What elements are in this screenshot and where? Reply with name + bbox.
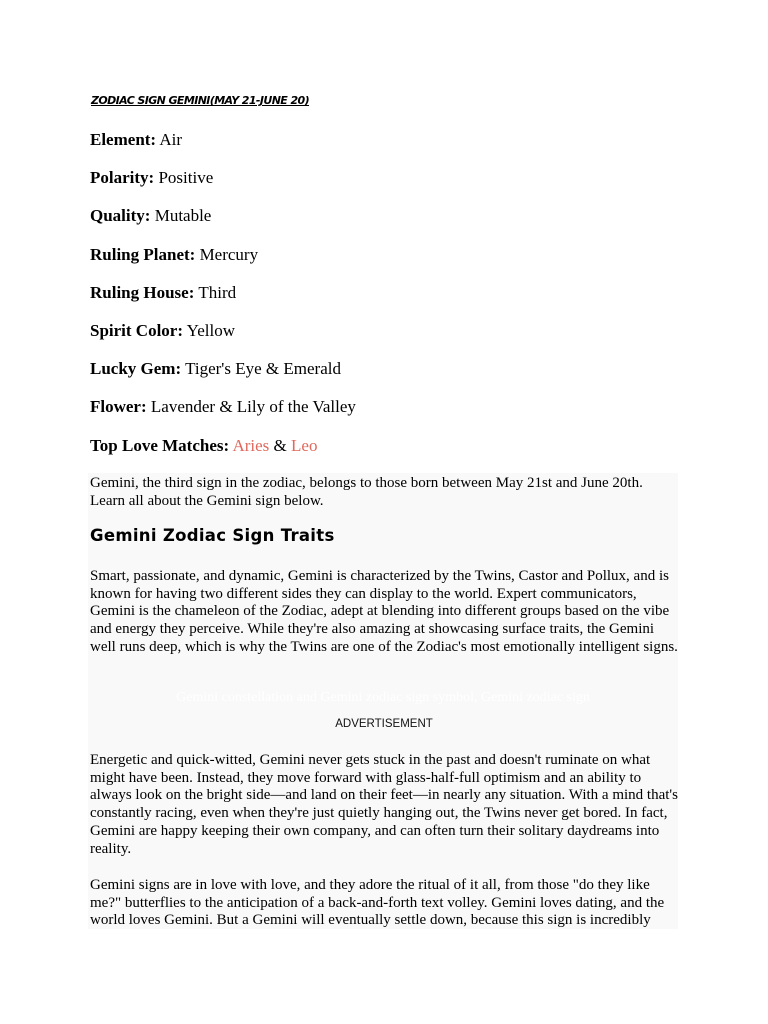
article-body <box>88 473 678 929</box>
section-heading: Gemini Zodiac Sign Traits <box>90 526 335 545</box>
article-paragraph: Gemini signs are in love with love, and they adore the ritual of it all, from those "do they like me?" butterflies to the anticipation of a back-and-forth text volley. Gemini loves dating, and the world loves Gemini. But a Gemini will eventually settle down, because this sign is incredibly <box>90 877 665 929</box>
fact-label: Ruling House: <box>90 282 195 302</box>
fact-value: Mutable <box>154 206 212 226</box>
fact-spirit-color <box>90 319 690 357</box>
zodiac-facts-list <box>90 128 690 472</box>
fact-polarity <box>90 166 690 204</box>
article-intro: Gemini, the third sign in the zodiac, belongs to those born between May 21st and June 20th. Learn all about the Gemini sign below. <box>90 475 643 509</box>
fact-value: Third <box>198 282 237 302</box>
fact-ruling-house <box>90 281 690 319</box>
love-match-link-aries[interactable]: Aries <box>232 435 270 455</box>
fact-element <box>90 128 690 166</box>
fact-value: Air <box>159 130 183 149</box>
love-match-separator: & <box>273 435 287 455</box>
fact-label: Ruling Planet: <box>90 244 196 264</box>
fact-top-love-matches <box>90 434 690 472</box>
fact-quality <box>90 204 690 242</box>
fact-label: Lucky Gem: <box>90 359 182 379</box>
fact-label: Top Love Matches: <box>90 435 230 455</box>
document-title: ZODIAC SIGN GEMINI(MAY 21-JUNE 20) <box>91 94 309 107</box>
image-caption: Gemini constellation and Gemini zodiac sign symbol, Gemini zodiac sign <box>176 690 590 705</box>
fact-value: Yellow <box>186 320 235 340</box>
fact-label: Element: <box>90 130 157 149</box>
love-match-link-leo[interactable]: Leo <box>291 435 318 455</box>
fact-value: Lavender & Lily of the Valley <box>150 397 356 417</box>
fact-label: Spirit Color: <box>90 320 184 340</box>
fact-lucky-gem <box>90 357 690 395</box>
fact-label: Polarity: <box>90 168 155 188</box>
fact-label: Flower: <box>90 397 147 417</box>
fact-value: Positive <box>158 168 214 188</box>
article-paragraph: Smart, passionate, and dynamic, Gemini is characterized by the Twins, Castor and Pollux, and is known for having two different sides they can display to the world. Expert communicators, Gemini is the chameleon of the Zodiac, adept at blending into different groups based on the vibe and energy they perceive. While they're also amazing at showcasing surface traits, the Gemini well runs deep, which is why the Twins are one of the Zodiac's most emotionally intelligent signs. <box>90 568 678 655</box>
advertisement-label: ADVERTISEMENT <box>335 718 433 730</box>
fact-value: Mercury <box>199 244 259 264</box>
fact-label: Quality: <box>90 206 151 226</box>
fact-value: Tiger's Eye & Emerald <box>185 359 341 379</box>
article-paragraph: Energetic and quick-witted, Gemini never gets stuck in the past and doesn't ruminate on what might have been. Instead, they move forward with glass-half-full optimism and an ability to always look on the bright side—and land on their feet—in nearly any situation. With a mind that's constantly racing, even when they're just quietly hanging out, the Twins never get bored. In fact, Gemini are happy keeping their own company, and can often turn their solitary daydreams into reality. <box>90 752 678 857</box>
fact-flower <box>90 395 690 433</box>
fact-ruling-planet <box>90 243 690 281</box>
